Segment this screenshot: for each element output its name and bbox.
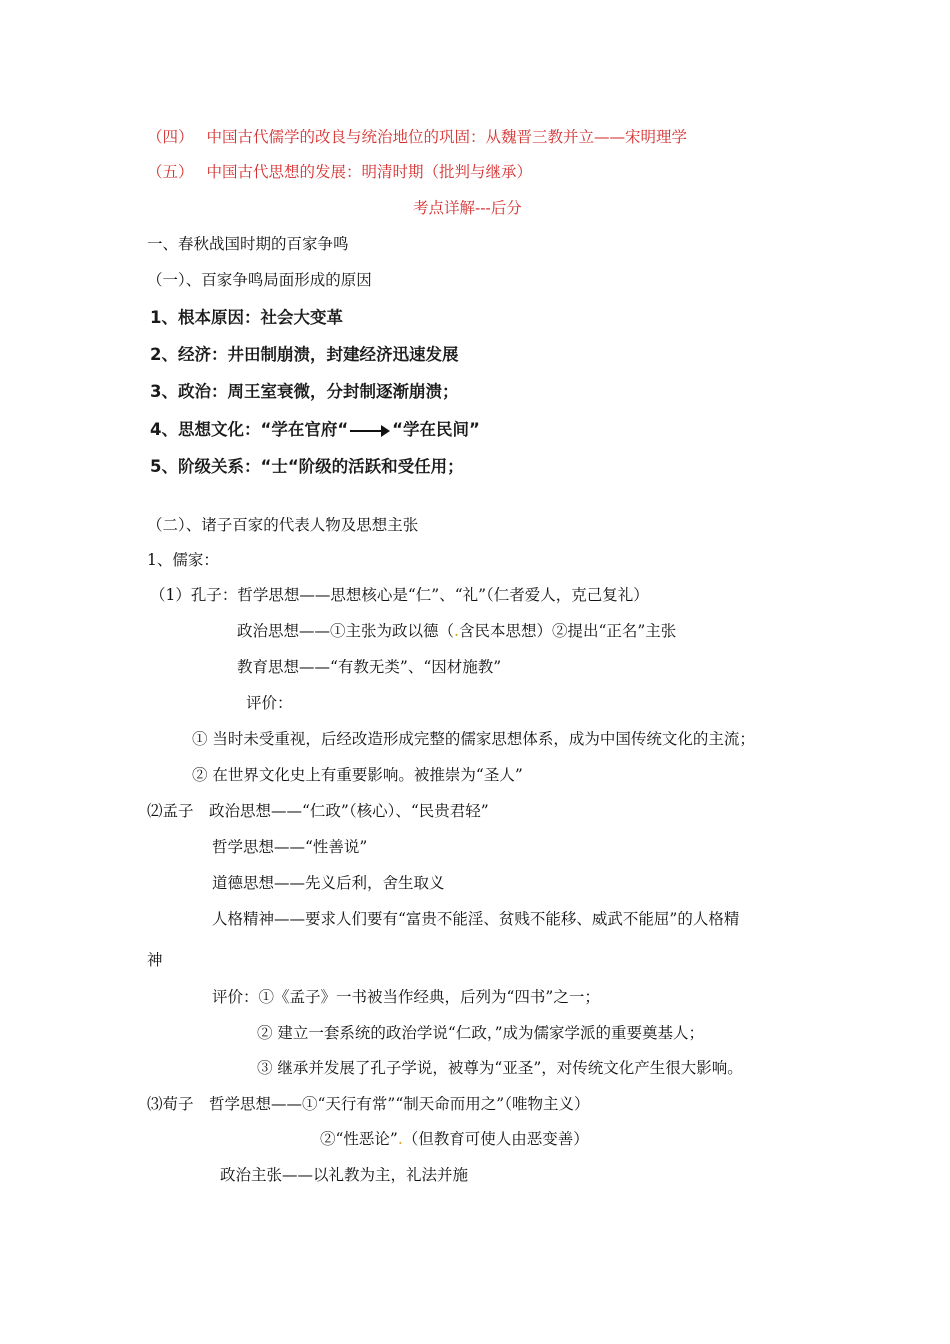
cause-2: 2、经济：井田制崩溃，封建经济迅速发展 xyxy=(150,345,459,364)
mengzi-politics: ⑵孟子 政治思想——“仁政”（核心）、“民贵君轻” xyxy=(147,802,489,820)
right-arrow-icon xyxy=(350,430,388,432)
part-one-heading: 一、春秋战国时期的百家争鸣 xyxy=(147,235,349,253)
sub-one-heading: （一）、百家争鸣局面形成的原因 xyxy=(147,271,372,289)
xunzi-xing-dot: . xyxy=(397,1130,403,1148)
xunzi-philosophy: ⑶荀子 哲学思想——①“天行有常”“制天命而用之”（唯物主义） xyxy=(147,1095,590,1113)
mengzi-eval-3: ③ 继承并发展了孔子学说，被尊为“亚圣”，对传统文化产生很大影响。 xyxy=(257,1059,743,1077)
xunzi-xing-b: （但教育可使人由恶变善） xyxy=(402,1130,589,1148)
xunzi-politics: 政治主张——以礼教为主，礼法并施 xyxy=(220,1166,469,1184)
section-title: 考点详解---后分 xyxy=(413,199,522,217)
kongzi-eval-label: 评价： xyxy=(246,694,293,712)
sub-two-heading: （二）、诸子百家的代表人物及思想主张 xyxy=(147,516,419,534)
kongzi-politics-dot: . xyxy=(454,622,459,640)
kongzi-philosophy: （1）孔子：哲学思想——思想核心是“仁”、“礼”（仁者爱人，克己复礼） xyxy=(150,586,649,604)
cause-3: 3、政治：周王室衰微，分封制逐渐崩溃； xyxy=(150,382,459,401)
cause-4-prefix: 4、思想文化：“学在官府“ xyxy=(150,420,349,439)
cause-4 xyxy=(150,420,480,440)
outline-num: （五） xyxy=(147,163,194,181)
kongzi-eval-2: ② 在世界文化史上有重要影响。被推崇为“圣人” xyxy=(192,766,523,784)
xunzi-xing-a: ②“性恶论” xyxy=(320,1130,398,1148)
mengzi-morality: 道德思想——先义后利，舍生取义 xyxy=(212,874,445,892)
outline-item-4 xyxy=(147,127,687,147)
kongzi-eval-1: ① 当时未受重视，后经改造形成完整的儒家思想体系，成为中国传统文化的主流； xyxy=(192,730,755,748)
mengzi-personality: 人格精神——要求人们要有“富贵不能淫、贫贱不能移、威武不能屈”的人格精 xyxy=(212,910,740,928)
mengzi-eval-2: ② 建立一套系统的政治学说“仁政，”成为儒家学派的重要奠基人； xyxy=(257,1024,705,1042)
cause-4-suffix: “学在民间” xyxy=(392,420,480,439)
kongzi-politics-b: 含民本思想）②提出“正名”主张 xyxy=(458,622,677,640)
outline-text: 中国古代儒学的改良与统治地位的巩固：从魏晋三教并立——宋明理学 xyxy=(206,128,687,146)
outline-text: 中国古代思想的发展：明清时期（批判与继承） xyxy=(206,163,532,181)
cause-1: 1、根本原因：社会大变革 xyxy=(150,308,343,327)
outline-item-5 xyxy=(147,162,532,182)
kongzi-education: 教育思想——“有教无类”、“因材施教” xyxy=(237,658,502,676)
kongzi-politics-a: 政治思想——①主张为政以德（ xyxy=(237,622,455,640)
kongzi-politics xyxy=(237,621,676,641)
mengzi-personality-cont: 神 xyxy=(147,951,163,969)
mengzi-philosophy: 哲学思想——“性善说” xyxy=(212,838,368,856)
outline-num: （四） xyxy=(147,128,194,146)
cause-5: 5、阶级关系：“士“阶级的活跃和受任用； xyxy=(150,457,464,476)
xunzi-xing xyxy=(320,1129,589,1149)
rujia-heading: 1、儒家： xyxy=(147,551,219,569)
mengzi-eval-1: 评价：①《孟子》一书被当作经典，后列为“四书”之一； xyxy=(212,988,600,1006)
